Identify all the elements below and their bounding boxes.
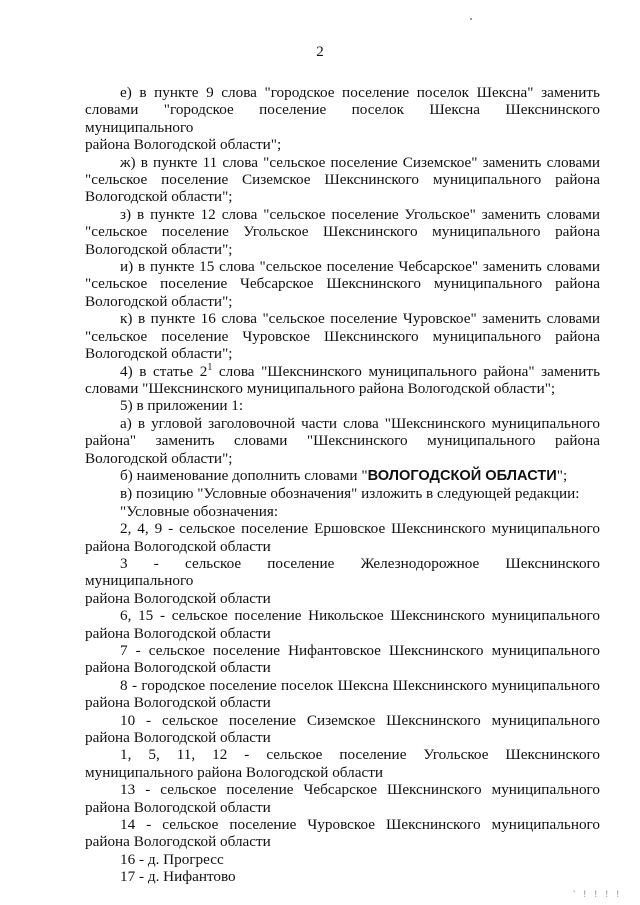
item-a-word: района — [555, 432, 600, 450]
point-4-superscript: 1 — [207, 361, 213, 373]
point-4-line1 — [85, 363, 600, 380]
item-e-line2: словами "городское поселение поселок Шексна Шекснинского муниципального — [85, 101, 600, 136]
legend-entry-line2: района Вологодской области — [85, 798, 271, 816]
legend-entry-16: 16 - д. Прогресс — [120, 850, 224, 868]
legend-entry-line2: муниципального района Вологодской области — [85, 763, 383, 781]
legend-entry-line1: 10 - сельское поселение Сиземское Шекснинского муниципального — [120, 711, 600, 729]
item-e-line3: района Вологодской области"; — [85, 136, 282, 154]
scan-speck — [470, 18, 472, 20]
document-body — [85, 84, 600, 886]
item-a-word: "Шекснинского — [306, 432, 408, 450]
item-a-word: словами — [234, 432, 288, 450]
item-b-post: "; — [556, 466, 568, 484]
legend-entry-line1: 7 - сельское поселение Нифантовское Шекснинского муниципального — [120, 642, 600, 659]
item-a-word: муниципального — [427, 432, 536, 450]
legend-entry-line2: района Вологодской области — [85, 624, 271, 642]
item-a-line3: Вологодской области"; — [85, 449, 233, 467]
item-z-line2: "сельское поселение Угольское Шекснинского муниципального района — [85, 223, 600, 241]
item-a-line1: а) в угловой заголовочной части слова "Шекснинского муниципального — [120, 414, 600, 432]
legend-entry-line1: 1, 5, 11, 12 - сельское поселение Угольское Шекснинского — [120, 746, 600, 764]
item-e-line1: е) в пункте 9 слова "городское поселение поселок Шексна" заменить — [120, 84, 600, 101]
item-b — [85, 467, 600, 485]
item-v: в) позицию "Условные обозначения" изложить в следующей редакции: — [120, 485, 580, 503]
item-a-line2 — [85, 432, 600, 449]
legend-entry-line1: 13 - сельское поселение Чебсарское Шекснинского муниципального — [120, 781, 600, 799]
point-4-post: слова "Шекснинского муниципального района" заменить — [212, 362, 600, 380]
scan-marks: ' ! ! ! ! — [573, 889, 622, 899]
legend-entry-line2: района Вологодской области — [85, 729, 271, 747]
legend-entry-line1: 3 - сельское поселение Железнодорожное Шекснинского муниципального — [85, 554, 600, 590]
item-a-word: района" — [85, 432, 137, 450]
item-z-line3: Вологодской области"; — [85, 240, 233, 258]
legend-entry-line2: района Вологодской области — [85, 833, 271, 851]
item-zh-line1: ж) в пункте 11 слова "сельское поселение Сиземское" заменить словами — [120, 153, 600, 171]
legend-entry-line2: района Вологодской области — [85, 659, 271, 677]
item-k-line2: "сельское поселение Чуровское Шекснинского муниципального района — [85, 327, 600, 345]
point-4-line2: словами "Шекснинского муниципального района Вологодской области"; — [85, 379, 556, 397]
legend-title: "Условные обозначения: — [120, 502, 279, 520]
item-i-line1: и) в пункте 15 слова "сельское поселение Чебсарское" заменить словами — [120, 258, 600, 276]
item-zh-line3: Вологодской области"; — [85, 188, 233, 206]
point-5: 5) в приложении 1: — [120, 397, 244, 415]
legend-entry-line1: 8 - городское поселение поселок Шексна Шекснинского муниципального — [120, 676, 600, 694]
legend-entry-line1: 6, 15 - сельское поселение Никольское Шекснинского муниципального — [120, 607, 600, 625]
item-k-line3: Вологодской области"; — [85, 345, 233, 363]
item-a-word: заменить — [155, 432, 215, 450]
item-b-bold: ВОЛОГОДСКОЙ ОБЛАСТИ — [367, 467, 557, 484]
point-4-pre: 4) в статье 2 — [120, 362, 208, 380]
item-i-line3: Вологодской области"; — [85, 292, 233, 310]
legend-entry-line2: района Вологодской области — [85, 589, 271, 607]
item-z-line1: з) в пункте 12 слова "сельское поселение Угольское" заменить словами — [120, 205, 600, 223]
page-number: 2 — [316, 44, 324, 60]
legend-entry-17: 17 - д. Нифантово — [120, 868, 236, 886]
item-i-line2: "сельское поселение Чебсарское Шекснинского муниципального района — [85, 275, 600, 293]
legend-entry-line2: района Вологодской области — [85, 537, 271, 555]
item-b-pre: б) наименование дополнить словами " — [120, 466, 368, 484]
item-zh-line2: "сельское поселение Сиземское Шекснинского муниципального района — [85, 171, 600, 189]
legend-entry-line1: 2, 4, 9 - сельское поселение Ершовское Шекснинского муниципального — [120, 520, 600, 538]
legend-entry-line2: района Вологодской области — [85, 694, 271, 712]
item-k-line1: к) в пункте 16 слова "сельское поселение Чуровское" заменить словами — [120, 310, 600, 328]
legend-entry-line1: 14 - сельское поселение Чуровское Шекснинского муниципального — [120, 816, 600, 834]
